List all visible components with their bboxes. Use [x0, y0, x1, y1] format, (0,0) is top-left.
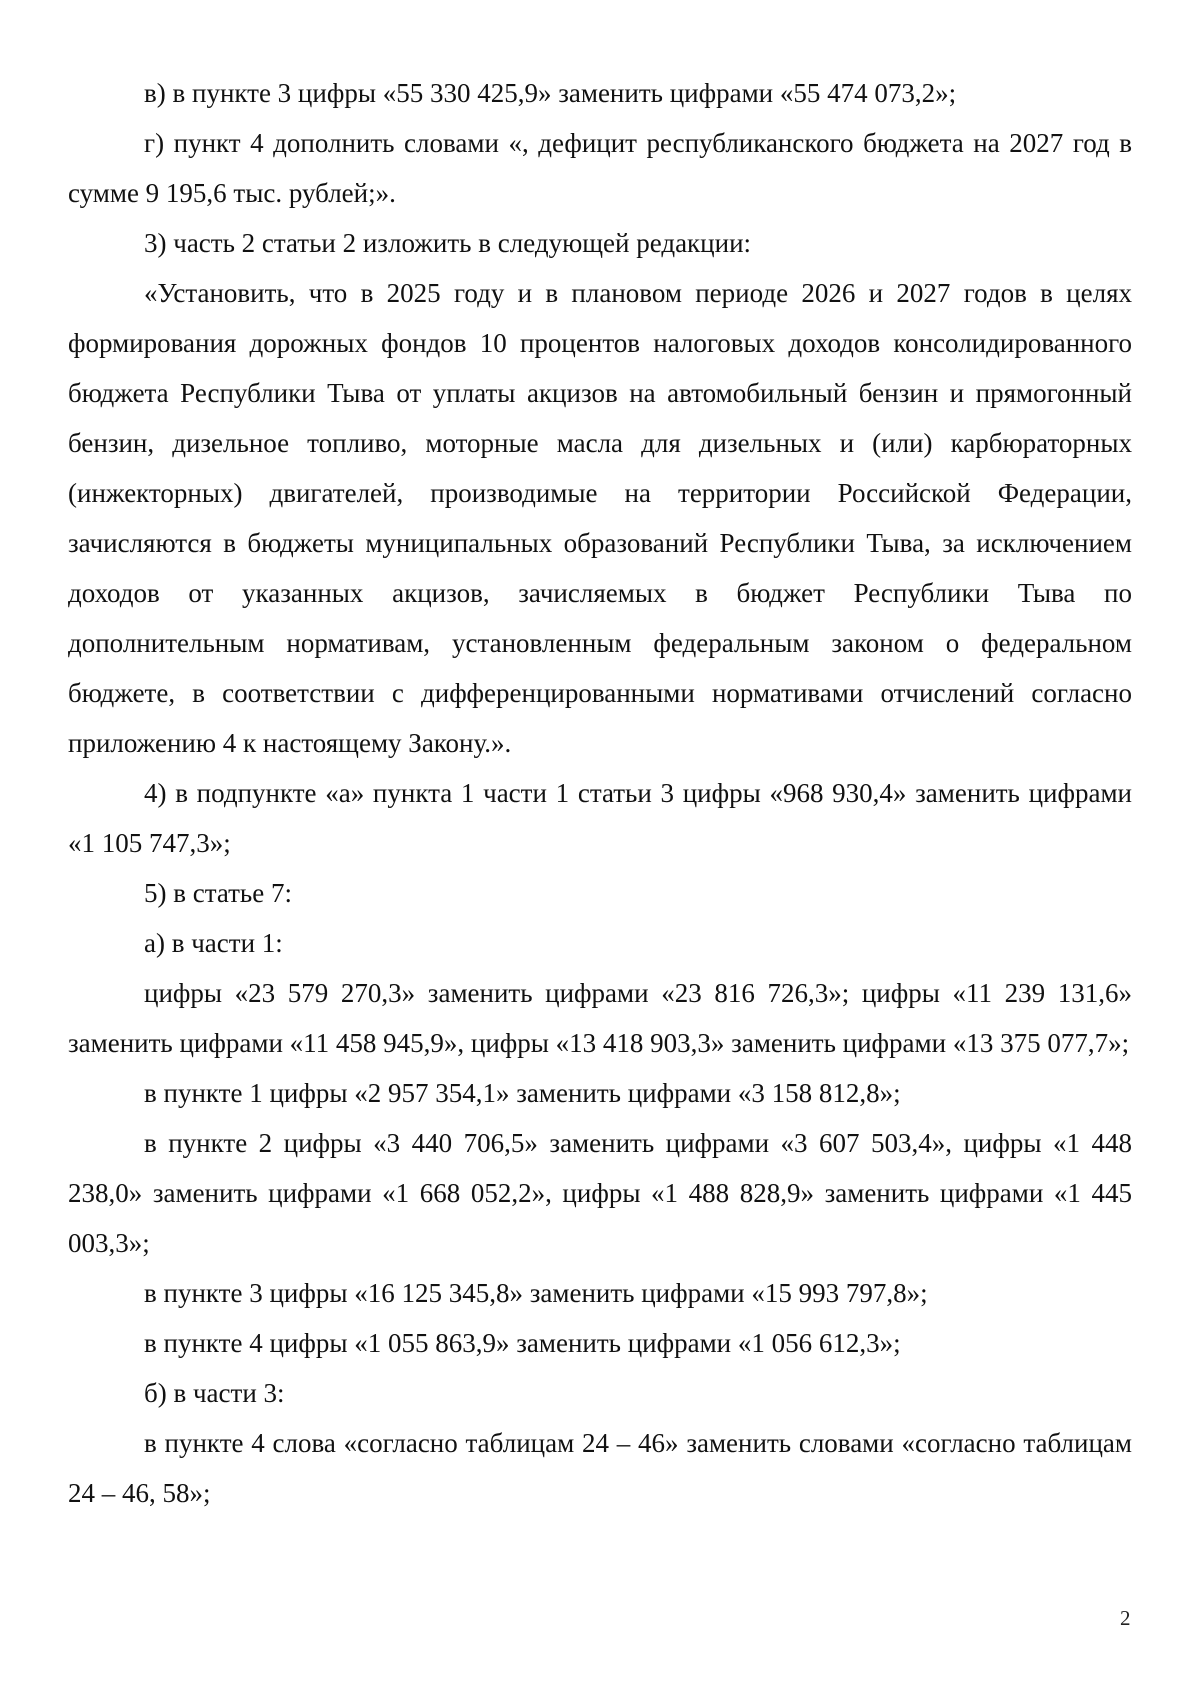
paragraph-item-g: г) пункт 4 дополнить словами «, дефицит республиканского бюджета на 2027 год в сумме 9 195,6 тыс. рублей;».: [68, 128, 1132, 208]
paragraph-point-4: 4) в подпункте «а» пункта 1 части 1 статьи 3 цифры «968 930,4» заменить цифрами «1 105 747,3»;: [68, 778, 1132, 858]
paragraph-quoted-article-2-part-2: «Установить, что в 2025 году и в плановом периоде 2026 и 2027 годов в целях формирования дорожных фондов 10 процентов налоговых доходов консолидированного бюджета Республики Тыва от уплаты акцизов на автомобильный бензин и прямогонный бензин, дизельное топливо, моторные масла для дизельных и (или) карбюраторных (инжекторных) двигателей, производимые на территории Российской Федерации, зачисляются в бюджеты муниципальных образований Республики Тыва, за исключением доходов от указанных акцизов, зачисляемых в бюджет Республики Тыва по дополнительным нормативам, установленным федеральным законом о федеральном бюджете, в соответствии с дифференцированными нормативами отчислений согласно приложению 4 к настоящему Закону.».: [68, 278, 1132, 758]
paragraph-point-3: 3) часть 2 статьи 2 изложить в следующей редакции:: [144, 228, 752, 258]
paragraph-part-3-clause-4: в пункте 4 слова «согласно таблицам 24 – 46» заменить словами «согласно таблицам 24 – 46, 58»;: [68, 1428, 1132, 1508]
paragraph-item-v: в) в пункте 3 цифры «55 330 425,9» заменить цифрами «55 474 073,2»;: [144, 78, 957, 108]
paragraph-subitem-b: б) в части 3:: [144, 1378, 285, 1408]
paragraph-clause-1: в пункте 1 цифры «2 957 354,1» заменить цифрами «3 158 812,8»;: [144, 1078, 901, 1108]
document-text-body: [68, 68, 1132, 1518]
paragraph-subitem-a: а) в части 1:: [144, 928, 283, 958]
paragraph-clause-4: в пункте 4 цифры «1 055 863,9» заменить цифрами «1 056 612,3»;: [144, 1328, 901, 1358]
paragraph-clause-2: в пункте 2 цифры «3 440 706,5» заменить цифрами «3 607 503,4», цифры «1 448 238,0» заменить цифрами «1 668 052,2», цифры «1 488 828,9» заменить цифрами «1 445 003,3»;: [68, 1128, 1132, 1258]
paragraph-part-1-figures: цифры «23 579 270,3» заменить цифрами «23 816 726,3»; цифры «11 239 131,6» заменить цифрами «11 458 945,9», цифры «13 418 903,3» заменить цифрами «13 375 077,7»;: [68, 978, 1132, 1058]
paragraph-clause-3: в пункте 3 цифры «16 125 345,8» заменить цифрами «15 993 797,8»;: [144, 1278, 928, 1308]
paragraph-point-5: 5) в статье 7:: [144, 878, 292, 908]
page-number: 2: [1120, 1606, 1131, 1630]
